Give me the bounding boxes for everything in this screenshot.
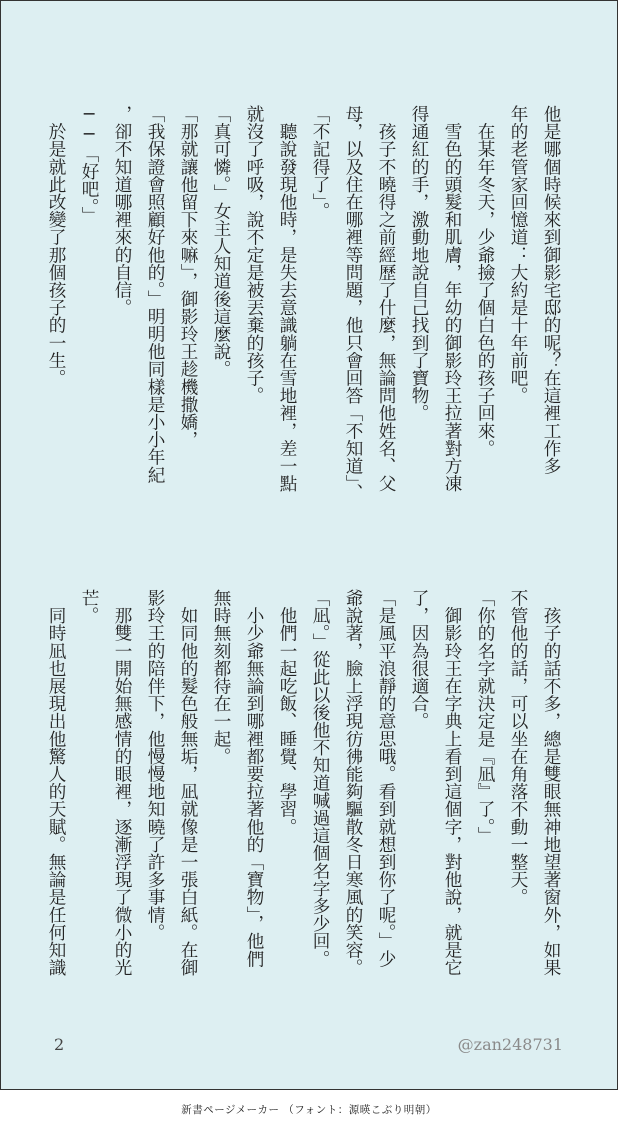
text-line: 他們一起吃飯、睡覺、學習。: [277, 589, 297, 836]
text-line: 芒。: [79, 589, 99, 625]
text-line: 爺說著，臉上浮現彷彿能夠驅散冬日寒風的笑容。: [343, 589, 363, 977]
text-line: 聽說發現他時，是失去意識躺在雪地裡，差一點: [277, 105, 297, 493]
text-line: 雪色的頭髮和肌膚，年幼的御影玲王拉著對方凍: [442, 105, 462, 493]
text-line: ，卻不知道哪裡來的自信。: [112, 105, 132, 317]
text-line: 他是哪個時候來到御影宅邸的呢？在這裡工作多: [541, 105, 561, 475]
text-block-top: [27, 105, 567, 545]
text-line: 不管他的話，可以坐在角落不動一整天。: [508, 589, 528, 906]
author-watermark: @zan248731: [457, 1035, 563, 1054]
text-line: 孩子的話不多，總是雙眼無神地望著窗外，如果: [541, 589, 561, 977]
text-line: 「真可憐。」女主人知道後這麼說。: [211, 105, 231, 378]
text-line: 得通紅的手，激動地說自己找到了寶物。: [409, 105, 429, 422]
text-line: 「那就讓他留下來嘛」，御影玲王趁機撒嬌，: [178, 105, 198, 449]
text-line: 母，以及住在哪裡等問題，他只會回答「不知道」、: [343, 105, 363, 501]
text-line: 御影玲王在字典上看到這個字，對他說，就是它: [442, 589, 462, 977]
text-line: 小少爺無論到哪裡都要拉著他的「寶物」，他們: [244, 589, 264, 968]
text-line: 「你的名字就決定是『凪』了。」: [475, 589, 495, 845]
text-line: 「凪。」從此以後他不知道喊過這個名字多少回。: [310, 589, 330, 968]
text-line: 在某年冬天，少爺撿了個白色的孩子回來。: [475, 105, 495, 457]
text-block-bottom: [27, 589, 567, 1005]
text-line: 同時凪也展現出他驚人的天賦。無論是任何知識: [46, 589, 66, 977]
page-number: 2: [54, 1035, 65, 1054]
text-line: ──「好吧。」: [79, 105, 99, 225]
text-line: 「我保證會照顧好他的。」明明他同樣是小小年紀: [145, 105, 165, 484]
text-line: 於是就此改變了那個孩子的一生。: [46, 105, 66, 387]
text-line: 孩子不曉得之前經歷了什麼，無論問他姓名、父: [376, 105, 396, 493]
text-line: 影玲王的陪伴下，他慢慢地知曉了許多事情。: [145, 589, 165, 941]
text-line: 「不記得了」。: [310, 105, 330, 220]
text-line: 年的老管家回憶道：大約是十年前吧。: [508, 105, 528, 405]
text-line: 了，因為很適合。: [409, 589, 429, 730]
text-line: 「是風平浪靜的意思哦。看到就想到你了呢。」少: [376, 589, 396, 968]
text-line: 無時無刻都待在一起。: [211, 589, 231, 765]
text-line: 那雙一開始無感情的眼裡，逐漸浮現了微小的光: [112, 589, 132, 977]
footer-caption: 新書ページメーカー （フォント：源暎こぶり明朝）: [181, 1104, 437, 1116]
text-line: 如同他的髮色般無垢，凪就像是一張白紙。在御: [178, 589, 198, 977]
text-line: 就沒了呼吸，說不定是被丟棄的孩子。: [244, 105, 264, 405]
